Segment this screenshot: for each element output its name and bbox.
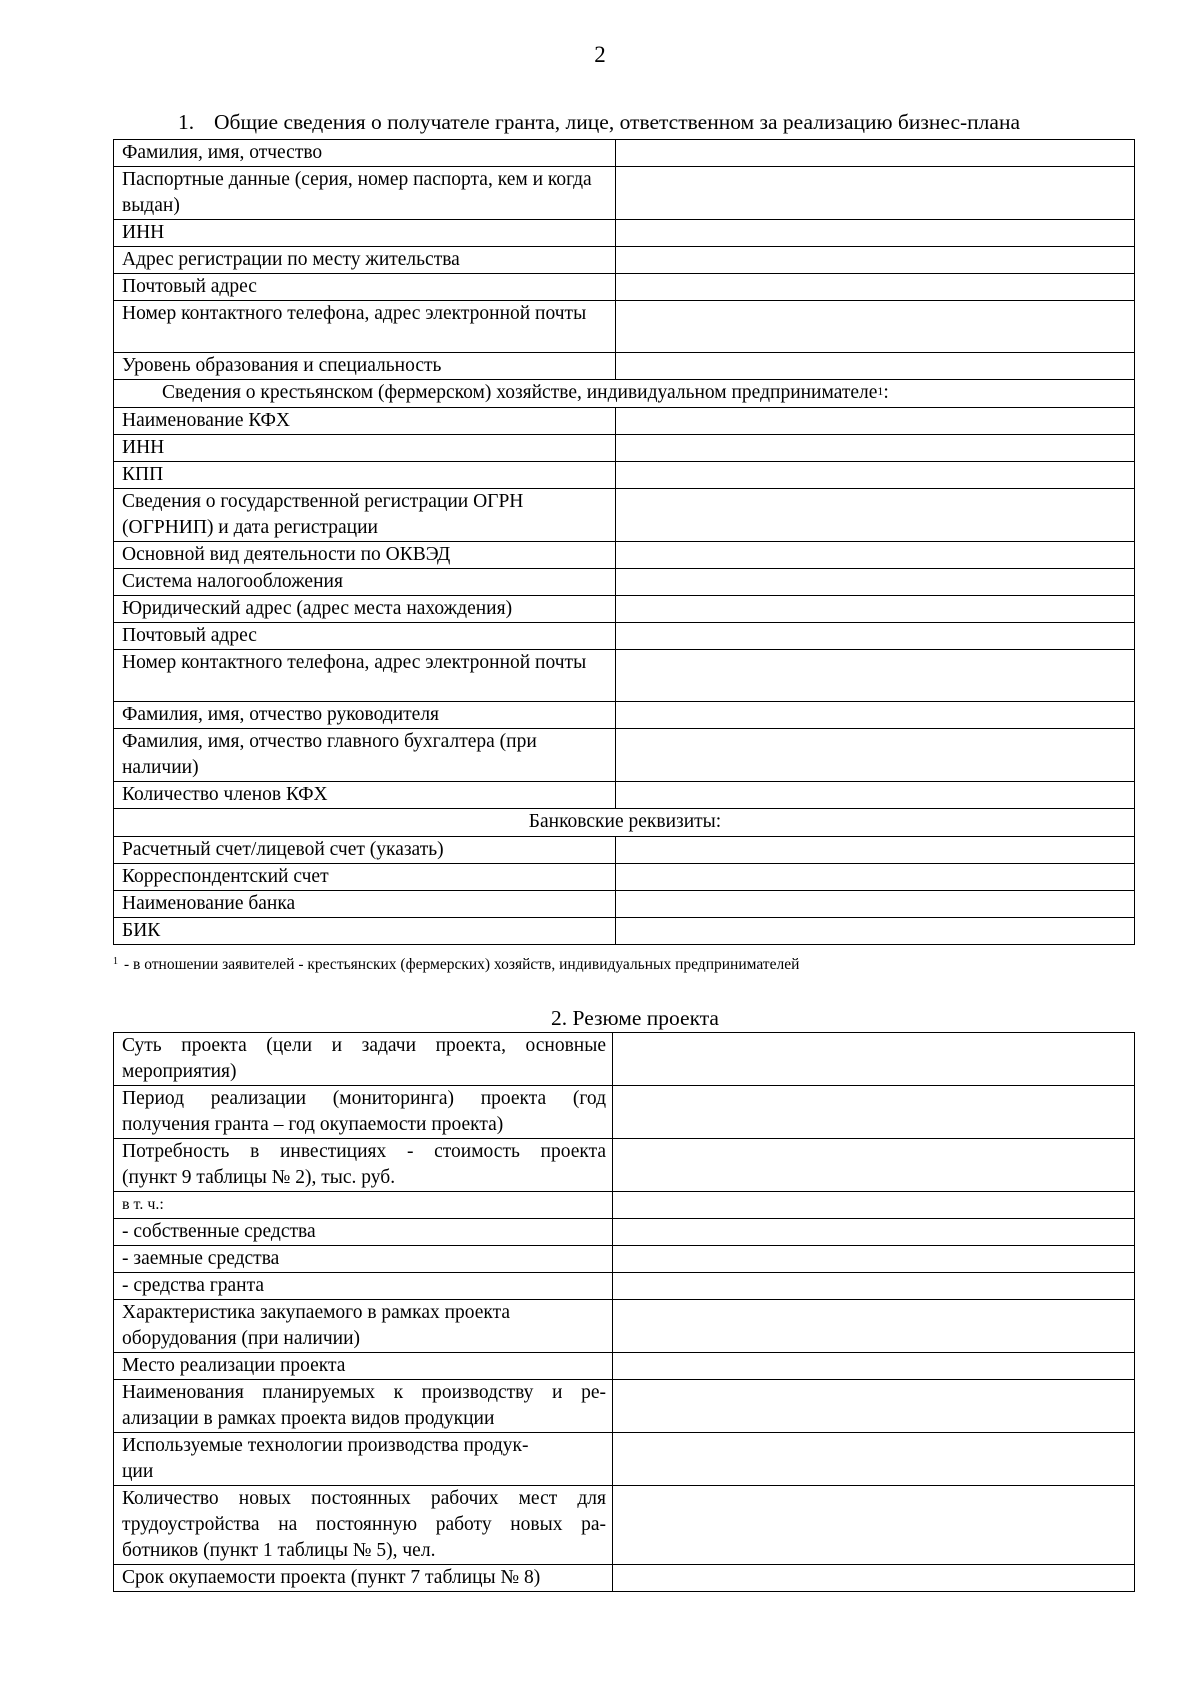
value-field-head-name[interactable] [616,702,1135,729]
table-row [114,1273,1135,1300]
row-label: ИНН [114,220,616,247]
row-label: Адрес регистрации по месту жительства [114,247,616,274]
section-1-number: 1. [178,110,195,134]
footnote [113,956,1113,974]
project-summary-table [113,1032,1135,1592]
value-field-postal-address[interactable] [616,274,1135,301]
table-row [114,462,1135,489]
table-row [114,782,1135,809]
row-label: Почтовый адрес [114,274,616,301]
row-label: Характеристика закупаемого в рамках проекта оборудования (при наличии) [114,1300,613,1353]
table-row [114,1353,1135,1380]
row-label: Расчетный счет/лицевой счет (указать) [114,837,616,864]
table-row [114,623,1135,650]
table-row [114,1246,1135,1273]
value-field-okved[interactable] [616,542,1135,569]
table-row [114,140,1135,167]
table-row [114,1433,1135,1486]
row-label: Суть проекта (цели и задачи проекта, основные мероприятия) [114,1033,613,1086]
row-label: Количество новых постоянных рабочих мест для трудоустройства на постоянную работу новых ра- ботников (пункт 1 таблицы № 5), чел. [114,1486,613,1565]
table-row [114,489,1135,542]
value-field-settlement-account[interactable] [616,837,1135,864]
table-row [114,353,1135,380]
bank-header-row [114,809,1135,837]
row-label: Уровень образования и специальность [114,353,616,380]
value-field-product-types[interactable] [613,1380,1135,1433]
value-field-borrowed-funds[interactable] [613,1246,1135,1273]
row-label: Потребность в инвестициях - стоимость проекта (пункт 9 таблицы № 2), тыс. руб. [114,1139,613,1192]
row-label: Корреспондентский счет [114,864,616,891]
table-row [114,1033,1135,1086]
value-field-farm-postal-address[interactable] [616,623,1135,650]
value-field-project-essence[interactable] [613,1033,1135,1086]
value-field-farm-name[interactable] [616,408,1135,435]
row-label: Основной вид деятельности по ОКВЭД [114,542,616,569]
table-row [114,1300,1135,1353]
farm-header-row [114,380,1135,408]
value-field-accountant-name[interactable] [616,729,1135,782]
row-label: Количество членов КФХ [114,782,616,809]
table-row [114,569,1135,596]
row-label: Срок окупаемости проекта (пункт 7 таблицы № 8) [114,1565,613,1592]
row-label: Номер контактного телефона, адрес электронной почты [114,650,616,702]
table-row [114,864,1135,891]
row-label: в т. ч.: [114,1192,613,1219]
value-field-contact[interactable] [616,301,1135,353]
table-row [114,1219,1135,1246]
value-field-new-jobs[interactable] [613,1486,1135,1565]
table-row [114,837,1135,864]
page-number: 2 [594,42,606,67]
row-label: - собственные средства [114,1219,613,1246]
table-row [114,1380,1135,1433]
value-field-implementation-period[interactable] [613,1086,1135,1139]
value-field-members-count[interactable] [616,782,1135,809]
value-field-investment-need[interactable] [613,1139,1135,1192]
value-field-ogrn[interactable] [616,489,1135,542]
row-label: КПП [114,462,616,489]
row-label: Наименования планируемых к производству и ре- ализации в рамках проекта видов продукции [114,1380,613,1433]
footnote-mark: 1 [113,956,118,967]
value-field-equipment[interactable] [613,1300,1135,1353]
row-label: - средства гранта [114,1273,613,1300]
section-1-title [178,110,1138,135]
row-label: Почтовый адрес [114,623,616,650]
footnote-text: - в отношении заявителей - крестьянских (фермерских) хозяйств, индивидуальных предпринимателей [124,956,800,973]
table-row [114,435,1135,462]
table-row [114,596,1135,623]
table-row [114,542,1135,569]
row-label: Наименование КФХ [114,408,616,435]
row-label: БИК [114,918,616,945]
row-label: Фамилия, имя, отчество [114,140,616,167]
value-field-tax-system[interactable] [616,569,1135,596]
table-row [114,408,1135,435]
row-label: Наименование банка [114,891,616,918]
value-field-technologies[interactable] [613,1433,1135,1486]
row-label: - заемные средства [114,1246,613,1273]
footnote-reference: 1 [877,384,884,398]
value-field-education[interactable] [616,353,1135,380]
bank-section-header: Банковские реквизиты: [114,809,1135,837]
section-2-title: 2. Резюме проекта [551,1006,719,1030]
value-field-including[interactable] [613,1192,1135,1219]
value-field-registration-address[interactable] [616,247,1135,274]
value-field-inn[interactable] [616,220,1135,247]
value-field-passport[interactable] [616,167,1135,220]
table-row [114,247,1135,274]
value-field-project-location[interactable] [613,1353,1135,1380]
value-field-bik[interactable] [616,918,1135,945]
value-field-payback-period[interactable] [613,1565,1135,1592]
row-label: Номер контактного телефона, адрес электронной почты [114,301,616,353]
row-label: Место реализации проекта [114,1353,613,1380]
row-label: Фамилия, имя, отчество руководителя [114,702,616,729]
table-row [114,702,1135,729]
farm-section-header: Сведения о крестьянском (фермерском) хозяйстве, индивидуальном предпринимателе$^1$: [114,380,1135,408]
value-field-grant-funds[interactable] [613,1273,1135,1300]
row-label: Юридический адрес (адрес места нахождения) [114,596,616,623]
table-row [114,1139,1135,1192]
table-row [114,729,1135,782]
table-row [114,918,1135,945]
table-row [114,274,1135,301]
row-label: Период реализации (мониторинга) проекта (год получения гранта – год окупаемости проекта) [114,1086,613,1139]
table-row [114,1565,1135,1592]
table-row [114,891,1135,918]
row-label: ИНН [114,435,616,462]
value-field-correspondent-account[interactable] [616,864,1135,891]
value-field-bank-name[interactable] [616,891,1135,918]
row-label: Используемые технологии производства продук- ции [114,1433,613,1486]
table-row [114,1192,1135,1219]
row-label: Сведения о государственной регистрации ОГРН (ОГРНИП) и дата регистрации [114,489,616,542]
section-1-title-text: Общие сведения о получателе гранта, лице, ответственном за реализацию бизнес-плана [214,110,1020,134]
table-row [114,220,1135,247]
row-label: Паспортные данные (серия, номер паспорта, кем и когда выдан) [114,167,616,220]
table-row [114,1486,1135,1565]
table-row [114,301,1135,353]
table-row [114,650,1135,702]
value-field-own-funds[interactable] [613,1219,1135,1246]
value-field-kpp[interactable] [616,462,1135,489]
value-field-full-name[interactable] [616,140,1135,167]
table-row [114,167,1135,220]
value-field-legal-address[interactable] [616,596,1135,623]
applicant-info-table [113,139,1135,945]
row-label: Система налогообложения [114,569,616,596]
row-label: Фамилия, имя, отчество главного бухгалтера (при наличии) [114,729,616,782]
value-field-farm-inn[interactable] [616,435,1135,462]
value-field-farm-contact[interactable] [616,650,1135,702]
table-row [114,1086,1135,1139]
